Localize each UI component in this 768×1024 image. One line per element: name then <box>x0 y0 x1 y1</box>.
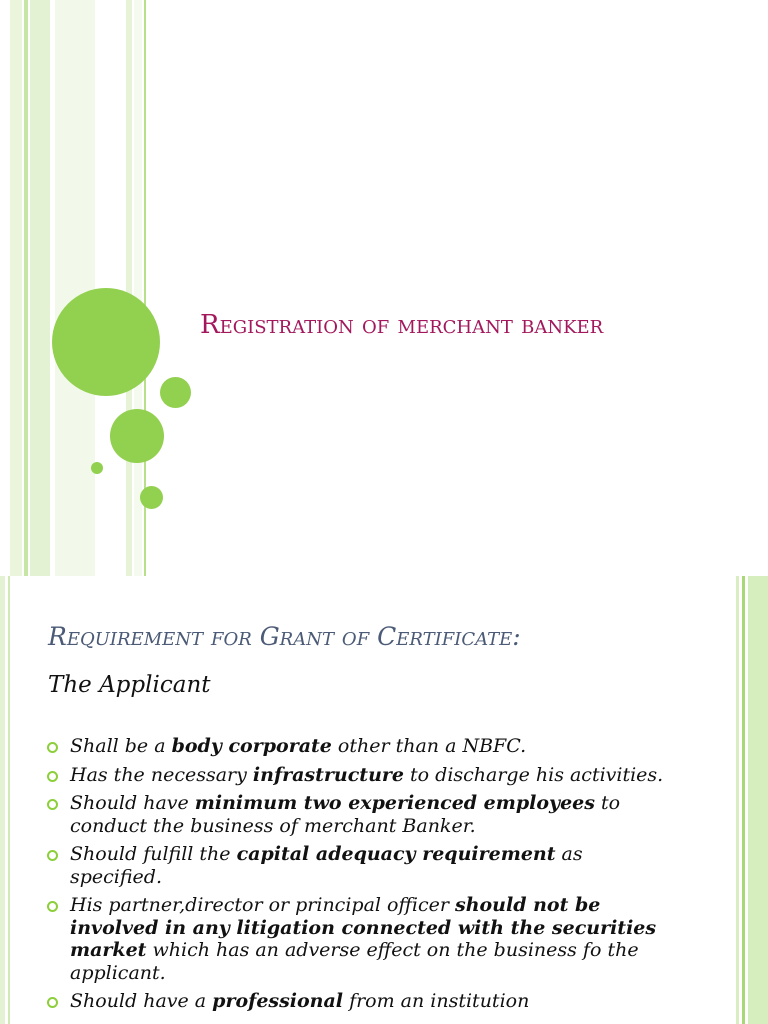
slide-heading: Requirement for Grant of Certificate: <box>48 622 521 651</box>
bullet-text: Should fulfill the <box>70 843 237 865</box>
bullet-emphasis: should not be involved in any litigation connected with the securities market <box>70 894 657 961</box>
decor-stripe <box>0 576 5 1024</box>
bullet-emphasis: body corporate <box>171 735 332 757</box>
bullet-emphasis: infrastructure <box>252 763 404 786</box>
decor-circle <box>140 486 163 509</box>
decor-stripe <box>55 0 95 576</box>
decor-stripe <box>8 576 10 1024</box>
slide-title: Registration of merchant banker <box>200 310 604 340</box>
bullet-text: His partner,director or principal officer <box>70 894 455 916</box>
bullet-text: other than a NBFC. <box>331 735 527 757</box>
bullet-item <box>46 792 666 837</box>
bullet-text: to conduct the business of merchant Banker. <box>70 792 621 837</box>
decor-circle-small <box>91 462 103 474</box>
decor-stripe <box>30 0 50 576</box>
bullet-item <box>46 764 666 787</box>
bullet-emphasis: capital adequacy requirement <box>236 843 556 865</box>
bullet-text: Shall be a <box>70 735 172 757</box>
bullet-circle-icon <box>47 850 58 861</box>
bullet-circle-icon <box>47 997 58 1008</box>
bullet-item <box>46 735 666 758</box>
bullet-emphasis: minimum two experienced employees <box>194 792 595 814</box>
bullet-item <box>46 843 666 888</box>
decor-stripe <box>10 0 22 576</box>
bullet-text: Should have a <box>70 990 213 1012</box>
decor-stripe <box>134 0 142 576</box>
decor-stripe <box>736 576 739 1024</box>
bullet-circle-icon <box>47 771 58 782</box>
bullet-text: Has the necessary <box>70 763 253 786</box>
bullet-item <box>46 894 666 984</box>
bullet-circle-icon <box>47 901 58 912</box>
bullet-emphasis: professional <box>212 990 344 1012</box>
bullet-list <box>46 735 666 1019</box>
decor-circle <box>160 377 191 408</box>
bullet-text: to discharge his activities. <box>404 763 664 786</box>
bullet-text: Should have <box>70 792 195 814</box>
decor-circle-large <box>52 288 160 396</box>
bullet-circle-icon <box>47 742 58 753</box>
slide-subheading: The Applicant <box>48 672 211 698</box>
decor-stripe <box>126 0 132 576</box>
bullet-item <box>46 990 666 1013</box>
bullet-text: which has an adverse effect on the business fo the applicant. <box>70 939 639 984</box>
decor-stripe <box>742 576 745 1024</box>
decor-stripe <box>748 576 768 1024</box>
decor-stripe <box>24 0 28 576</box>
bullet-text: from an institution <box>343 990 530 1012</box>
bullet-text: as specified. <box>70 843 583 888</box>
decor-circle <box>110 409 164 463</box>
bullet-circle-icon <box>47 799 58 810</box>
